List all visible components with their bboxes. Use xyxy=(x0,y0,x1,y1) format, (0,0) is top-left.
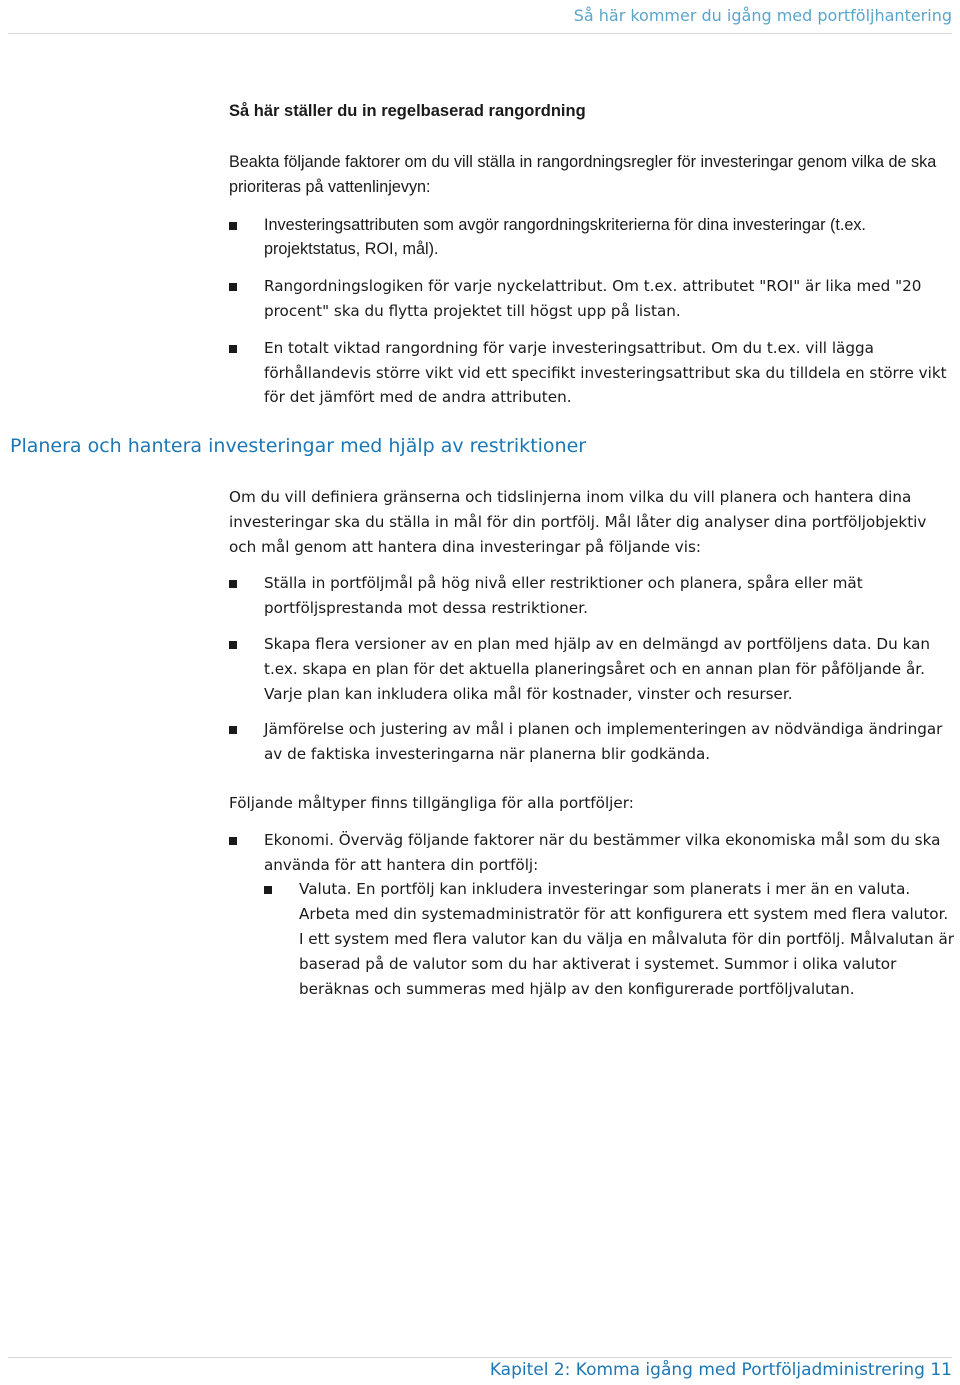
footer-page-number: 11 xyxy=(930,1360,952,1380)
list-item xyxy=(229,213,954,263)
paragraph-intro: Om du vill definiera gränserna och tidslinjerna inom vilka du vill planera och hantera dina investeringar ska du ställa in mål för din portfölj. Mål låter dig analyser dina portföljobjektiv och mål genom att hantera dina investeringar på följande vis: xyxy=(229,488,927,556)
list-item-text: Jämförelse och justering av mål i planen och implementeringen av nödvändiga ändringar av de faktiska investeringarna när planerna blir godkända. xyxy=(264,720,943,764)
list-item-text: En totalt viktad rangordning för varje investeringsattribut. Om du t.ex. vill lägga förhållandevis större vikt vid ett specifikt investeringsattribut ska du tilldela en större vikt för det jämfört med de andra attributen. xyxy=(264,338,947,407)
list-item-text: Skapa flera versioner av en plan med hjälp av en delmängd av portföljens data. Du kan t.ex. skapa en plan för det aktuella planeringsåret och en annan plan för påföljande år. Varje plan kan inkludera olika mål för kostnader, vinster och resurser. xyxy=(264,634,931,703)
list-item-text: Rangordningslogiken för varje nyckelattribut. Om t.ex. attributet "ROI" är lika med "20 procent" ska du flytta projektet till högst upp på listan. xyxy=(264,277,922,320)
section-ranking-body xyxy=(229,150,954,410)
header-divider xyxy=(8,33,952,34)
footer-chapter: Kapitel 2: Komma igång med Portföljadministrering xyxy=(489,1360,925,1380)
section-restrictions-body xyxy=(229,485,954,1001)
list-item xyxy=(229,717,954,767)
section-heading-restrictions: Planera och hantera investeringar med hjälp av restriktioner xyxy=(10,435,587,457)
paragraph-intro: Beakta följande faktorer om du vill ställa in rangordningsregler för investeringar genom vilka de ska prioriteras på vattenlinjevyn: xyxy=(229,153,937,196)
list-item xyxy=(264,877,954,1001)
bullet-list-ranking xyxy=(229,213,954,411)
list-item-text: Ställa in portföljmål på hög nivå eller restriktioner och planera, spåra eller mät portföljsprestanda mot dessa restriktioner. xyxy=(264,574,863,618)
list-item xyxy=(229,274,954,324)
section-heading-ranking: Så här ställer du in regelbaserad rangordning xyxy=(229,102,586,120)
list-item xyxy=(229,336,954,410)
bullet-list-goal-types xyxy=(229,828,954,1002)
list-item-text: Valuta. En portfölj kan inkludera investeringar som planerats i mer än en valuta. Arbeta med din systemadministratör för att konfigurera ett system med flera valutor. I ett system med flera valutor kan du välja en målvaluta för din portfölj. Målvalutan är baserad på de valutor som du har aktiverat i systemet. Summor i olika valutor beräknas och summeras med hjälp av den konfigurerade portföljvalutan. xyxy=(299,880,954,998)
list-item xyxy=(229,632,954,706)
list-item xyxy=(229,571,954,621)
running-footer xyxy=(490,1360,952,1380)
running-header: Så här kommer du igång med portföljhantering xyxy=(573,6,952,25)
list-item-text: Ekonomi. Överväg följande faktorer när du bestämmer vilka ekonomiska mål som du ska använda för att hantera din portfölj: xyxy=(264,830,941,874)
footer-divider xyxy=(8,1357,952,1358)
bullet-list-goals xyxy=(229,571,954,767)
list-item xyxy=(229,828,954,1002)
nested-bullet-list xyxy=(264,877,954,1001)
paragraph-goal-types: Följande måltyper finns tillgängliga för alla portföljer: xyxy=(229,793,634,812)
list-item-text: Investeringsattributen som avgör rangordningskriterierna för dina investeringar (t.ex. projektstatus, ROI, mål). xyxy=(264,215,866,259)
